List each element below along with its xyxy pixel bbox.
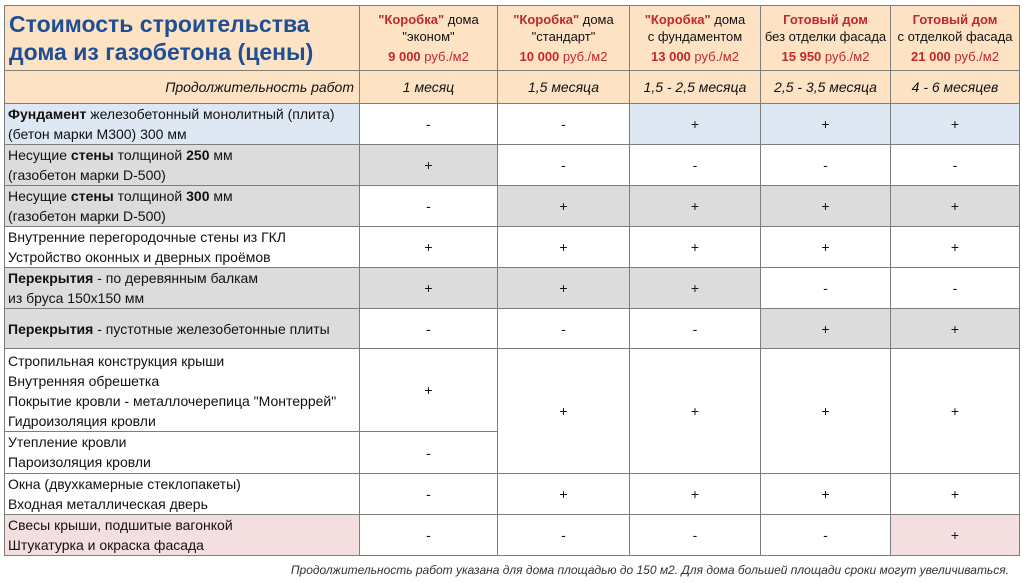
title-line1: Стоимость строительства — [9, 11, 310, 37]
table-cell: + — [360, 268, 498, 309]
row-label-line: Внутренняя обрешетка — [8, 373, 160, 389]
table-cell-merged: + — [498, 349, 630, 474]
table-cell: + — [761, 104, 891, 145]
table-cell: - — [761, 268, 891, 309]
table-cell: + — [630, 474, 761, 515]
row-label — [5, 432, 360, 474]
col-price: 15 950 — [781, 49, 822, 64]
col-price: 21 000 — [911, 49, 951, 64]
table-cell: + — [498, 474, 630, 515]
col-price: 10 000 — [519, 49, 560, 64]
row-label-line: Гидроизоляция кровли — [8, 413, 156, 429]
col-name-rest: дома — [444, 12, 479, 27]
table-cell: + — [360, 349, 498, 432]
table-cell: + — [630, 186, 761, 227]
row-label-line: Пароизоляция кровли — [8, 454, 151, 470]
table-row-floors-wood — [5, 268, 1020, 309]
table-cell: + — [498, 227, 630, 268]
col-name-rest: дома — [710, 12, 746, 27]
row-label — [5, 104, 360, 145]
row-label — [5, 268, 360, 309]
row-label-bold: стены — [70, 147, 114, 163]
table-cell: - — [498, 515, 630, 556]
column-header-ready-no-facade — [761, 6, 891, 71]
table-cell: - — [761, 145, 891, 186]
row-label-text: Несущие — [8, 188, 71, 204]
table-cell: - — [360, 515, 498, 556]
table-cell-merged: + — [630, 349, 761, 474]
table-cell: + — [360, 227, 498, 268]
table-cell: - — [498, 145, 630, 186]
table-cell: + — [891, 104, 1020, 145]
page-title — [5, 6, 360, 71]
table-cell: - — [630, 309, 761, 349]
row-label-bold: 300 — [186, 188, 210, 204]
column-header-economy — [360, 6, 498, 71]
row-label-line: Утепление кровли — [8, 434, 127, 450]
table-cell: + — [761, 474, 891, 515]
col-price-unit: руб./м2 — [559, 49, 608, 64]
col-price-unit: руб./м2 — [690, 49, 739, 64]
row-label — [5, 186, 360, 227]
col-name-rest: дома — [579, 12, 614, 27]
column-header-foundation — [630, 6, 761, 71]
table-row-floors-concrete — [5, 309, 1020, 349]
row-label — [5, 515, 360, 556]
row-label-line1: Внутренние перегородочные стены из ГКЛ — [8, 229, 286, 245]
duration-value: 1 месяц — [360, 71, 498, 104]
table-cell: + — [761, 309, 891, 349]
col-subtitle: с фундаментом — [647, 29, 743, 44]
row-label-bold: 250 — [186, 147, 210, 163]
table-cell: + — [891, 474, 1020, 515]
table-cell: + — [891, 515, 1020, 556]
table-cell: - — [630, 515, 761, 556]
row-label-line2: (газобетон марки D-500) — [8, 167, 166, 183]
table-cell: + — [498, 268, 630, 309]
col-subtitle: "эконом" — [402, 29, 455, 44]
duration-value: 1,5 - 2,5 месяца — [630, 71, 761, 104]
table-cell: + — [630, 227, 761, 268]
col-name: "Коробка" — [644, 12, 711, 27]
header-row — [5, 6, 1020, 71]
table-cell: - — [498, 309, 630, 349]
col-price: 9 000 — [388, 49, 421, 64]
table-cell: - — [360, 104, 498, 145]
row-label-line1: Свесы крыши, подшитые вагонкой — [8, 517, 233, 533]
table-cell: - — [360, 474, 498, 515]
col-price-unit: руб./м2 — [420, 49, 469, 64]
table-row-foundation — [5, 104, 1020, 145]
table-cell: + — [360, 145, 498, 186]
duration-value: 2,5 - 3,5 месяца — [761, 71, 891, 104]
row-label — [5, 145, 360, 186]
table-row-roof — [5, 349, 1020, 432]
table-row-partitions — [5, 227, 1020, 268]
duration-value: 4 - 6 месяцев — [891, 71, 1020, 104]
row-label-bold: Перекрытия — [8, 320, 94, 337]
col-subtitle: без отделки фасада — [764, 29, 887, 44]
col-name: Готовый дом — [783, 12, 868, 27]
duration-row — [5, 71, 1020, 104]
row-label-line2: (газобетон марки D-500) — [8, 208, 166, 224]
table-cell: + — [761, 227, 891, 268]
row-label-bold: стены — [70, 188, 114, 204]
col-subtitle: "стандарт" — [531, 29, 596, 44]
column-header-ready-facade — [891, 6, 1020, 71]
duration-label: Продолжительность работ — [5, 71, 360, 104]
row-label-line2: Устройство оконных и дверных проёмов — [8, 249, 271, 265]
duration-value: 1,5 месяца — [498, 71, 630, 104]
table-cell: - — [360, 309, 498, 349]
row-label — [5, 309, 360, 349]
table-cell: + — [891, 227, 1020, 268]
row-label-line1: Окна (двухкамерные стеклопакеты) — [8, 476, 241, 492]
col-price: 13 000 — [651, 49, 691, 64]
table-cell: + — [761, 186, 891, 227]
table-cell: - — [891, 145, 1020, 186]
table-cell: - — [360, 186, 498, 227]
table-cell: + — [498, 186, 630, 227]
table-row-windows — [5, 474, 1020, 515]
row-label-bold: Перекрытия — [8, 270, 94, 286]
row-label-line2: из бруса 150х150 мм — [8, 290, 145, 306]
col-name: "Коробка" — [513, 12, 580, 27]
col-subtitle: с отделкой фасада — [897, 29, 1013, 44]
row-label-text: - по деревянным балкам — [93, 270, 258, 286]
table-cell: + — [891, 186, 1020, 227]
row-label-line2: (бетон марки М300) 300 мм — [8, 126, 187, 142]
table-cell: + — [630, 104, 761, 145]
row-label-line2: Входная металлическая дверь — [8, 496, 208, 512]
table-row-facade — [5, 515, 1020, 556]
row-label — [5, 227, 360, 268]
row-label-text: железобетонный монолитный (плита) — [86, 106, 335, 122]
row-label-line: Покрытие кровли - металлочерепица "Монтеррей" — [8, 393, 337, 409]
table-cell: - — [360, 432, 498, 474]
title-line2: дома из газобетона (цены) — [9, 39, 314, 65]
row-label-line2: Штукатурка и окраска фасада — [8, 537, 204, 553]
row-label-line: Стропильная конструкция крыши — [8, 353, 225, 369]
col-price-unit: руб./м2 — [950, 49, 999, 64]
col-name: "Коробка" — [378, 12, 445, 27]
table-row-walls-300 — [5, 186, 1020, 227]
table-cell: - — [761, 515, 891, 556]
row-label-text: толщиной — [113, 188, 187, 204]
column-header-standard — [498, 6, 630, 71]
table-cell: + — [630, 268, 761, 309]
row-label — [5, 349, 360, 432]
row-label-text: - пустотные железобетонные плиты — [93, 320, 330, 337]
table-cell-merged: + — [761, 349, 891, 474]
col-price-unit: руб./м2 — [821, 49, 870, 64]
table-cell: - — [891, 268, 1020, 309]
table-cell: - — [630, 145, 761, 186]
row-label-text: Несущие — [8, 147, 71, 163]
table-cell-merged: + — [891, 349, 1020, 474]
table-cell: + — [891, 309, 1020, 349]
row-label-text: мм — [209, 188, 233, 204]
row-label-text: мм — [209, 147, 233, 163]
row-label — [5, 474, 360, 515]
row-label-bold: Фундамент — [8, 106, 87, 122]
footnote: Продолжительность работ указана для дома площадью до 150 м2. Для дома большей площади сроки могут увеличиваться. — [290, 563, 1009, 577]
table-row-walls-250 — [5, 145, 1020, 186]
price-table — [4, 5, 1020, 556]
table-cell: - — [498, 104, 630, 145]
col-name: Готовый дом — [912, 12, 998, 27]
row-label-text: толщиной — [113, 147, 187, 163]
